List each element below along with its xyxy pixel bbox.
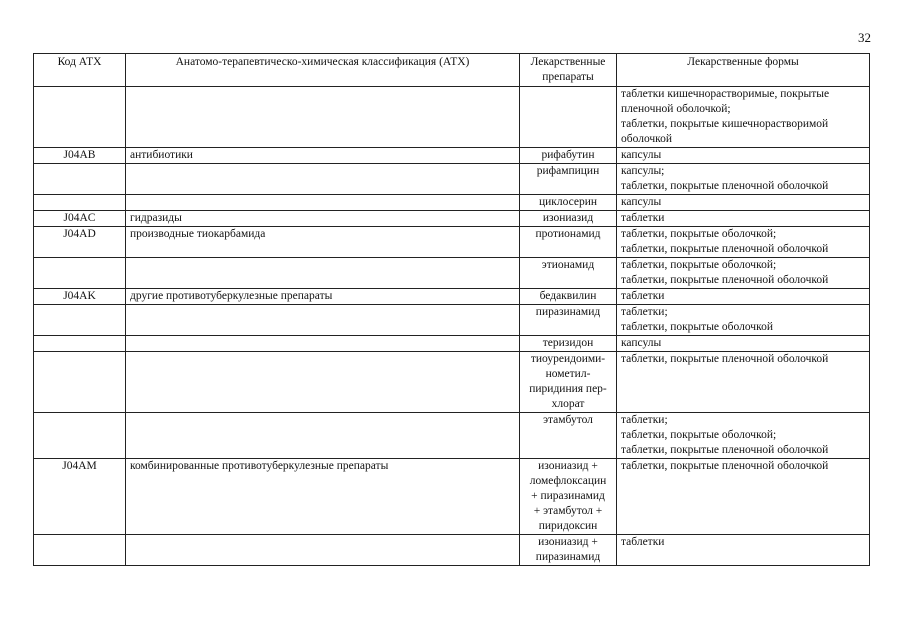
cell-forms: таблетки, покрытые оболочкой; таблетки, покрытые пленочной оболочкой (617, 258, 870, 289)
header-classification: Анатомо-терапевтическо-химическая классификация (АТХ) (126, 54, 520, 87)
cell-drug: рифабутин (520, 148, 617, 164)
table-row (34, 195, 870, 211)
table-row (34, 211, 870, 227)
cell-code: J04AK (34, 289, 126, 305)
table-row (34, 148, 870, 164)
atx-table (33, 53, 870, 566)
cell-forms: таблетки, покрытые пленочной оболочкой (617, 352, 870, 413)
cell-drug (520, 87, 617, 148)
header-forms: Лекарственные формы (617, 54, 870, 87)
table-row (34, 413, 870, 459)
cell-classification (126, 413, 520, 459)
page-number: 32 (858, 30, 871, 45)
cell-classification: производные тиокарбамида (126, 227, 520, 258)
cell-code: J04AC (34, 211, 126, 227)
cell-forms: капсулы (617, 148, 870, 164)
table-row (34, 87, 870, 148)
cell-forms: капсулы (617, 336, 870, 352)
cell-code (34, 258, 126, 289)
cell-code: J04AM (34, 459, 126, 535)
table-row (34, 305, 870, 336)
cell-classification (126, 195, 520, 211)
cell-drug: тиоуреидоими- нометил- пиридиния пер- хлорат (520, 352, 617, 413)
cell-classification (126, 164, 520, 195)
cell-drug: пиразинамид (520, 305, 617, 336)
table-row (34, 258, 870, 289)
cell-code (34, 352, 126, 413)
cell-drug: теризидон (520, 336, 617, 352)
cell-drug: изониазид + ломефлоксацин + пиразинамид + этамбутол + пиридоксин (520, 459, 617, 535)
cell-drug: изониазид + пиразинамид (520, 535, 617, 566)
cell-code: J04AB (34, 148, 126, 164)
table-row (34, 227, 870, 258)
cell-drug: рифампицин (520, 164, 617, 195)
cell-drug: циклосерин (520, 195, 617, 211)
cell-code: J04AD (34, 227, 126, 258)
table-row (34, 535, 870, 566)
cell-drug: бедаквилин (520, 289, 617, 305)
cell-code (34, 164, 126, 195)
cell-classification (126, 535, 520, 566)
cell-forms: таблетки (617, 211, 870, 227)
cell-classification: комбинированные противотуберкулезные препараты (126, 459, 520, 535)
table-row (34, 164, 870, 195)
cell-code (34, 336, 126, 352)
cell-forms: таблетки (617, 289, 870, 305)
cell-forms: таблетки; таблетки, покрытые оболочкой (617, 305, 870, 336)
table-body (34, 87, 870, 566)
header-row (34, 54, 870, 87)
cell-forms: таблетки, покрытые оболочкой; таблетки, покрытые пленочной оболочкой (617, 227, 870, 258)
cell-classification: антибиотики (126, 148, 520, 164)
cell-code (34, 195, 126, 211)
cell-drug: изониазид (520, 211, 617, 227)
cell-classification: другие противотуберкулезные препараты (126, 289, 520, 305)
cell-code (34, 413, 126, 459)
cell-forms: капсулы; таблетки, покрытые пленочной оболочкой (617, 164, 870, 195)
cell-drug: этионамид (520, 258, 617, 289)
cell-forms: таблетки кишечнорастворимые, покрытые пленочной оболочкой; таблетки, покрытые кишечнорастворимой оболочкой (617, 87, 870, 148)
cell-classification (126, 258, 520, 289)
cell-forms: таблетки, покрытые пленочной оболочкой (617, 459, 870, 535)
table-row (34, 352, 870, 413)
cell-forms: капсулы (617, 195, 870, 211)
cell-classification (126, 352, 520, 413)
cell-forms: таблетки (617, 535, 870, 566)
table-row (34, 289, 870, 305)
cell-classification (126, 336, 520, 352)
cell-code (34, 305, 126, 336)
cell-code (34, 87, 126, 148)
cell-classification: гидразиды (126, 211, 520, 227)
cell-drug: протионамид (520, 227, 617, 258)
table-row (34, 459, 870, 535)
header-code: Код АТХ (34, 54, 126, 87)
header-drugs: Лекарственные препараты (520, 54, 617, 87)
cell-drug: этамбутол (520, 413, 617, 459)
cell-classification (126, 87, 520, 148)
cell-classification (126, 305, 520, 336)
table-row (34, 336, 870, 352)
cell-code (34, 535, 126, 566)
cell-forms: таблетки; таблетки, покрытые оболочкой; таблетки, покрытые пленочной оболочкой (617, 413, 870, 459)
